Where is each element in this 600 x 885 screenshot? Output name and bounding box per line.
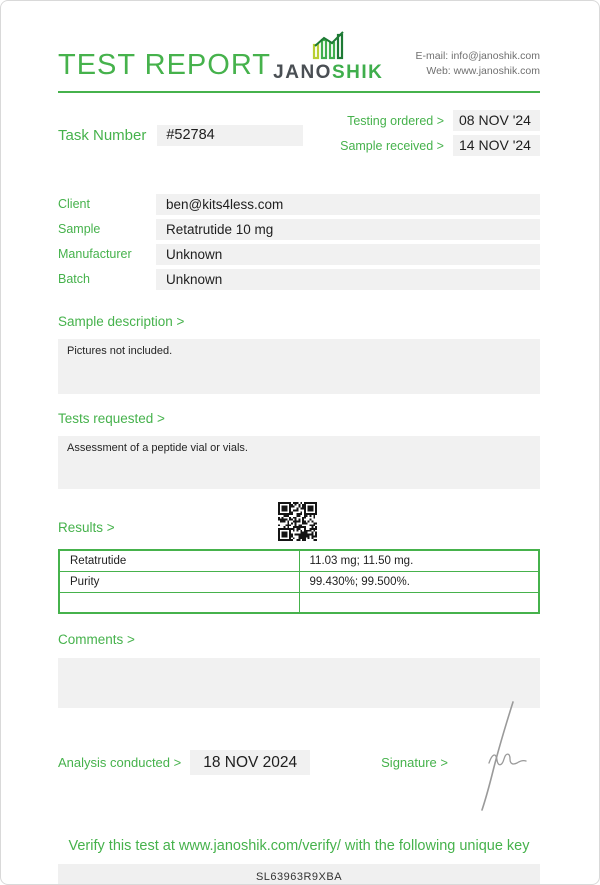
task-area xyxy=(58,110,540,160)
verify-instruction: Verify this test at www.janoshik.com/verify/ with the following unique key xyxy=(68,838,530,854)
logo-word-dark: JANO xyxy=(273,62,332,83)
detail-row-sample xyxy=(58,219,540,240)
logo-word-green: SHIK xyxy=(331,62,384,83)
signature-icon xyxy=(469,699,535,813)
comments-body xyxy=(58,658,540,708)
signature-label: Signature > xyxy=(381,755,448,770)
tests-requested-label: Tests requested > xyxy=(58,411,165,426)
logo-wordmark xyxy=(273,63,383,82)
testing-ordered-label: Testing ordered > xyxy=(347,113,444,128)
detail-row-manufacturer xyxy=(58,244,540,265)
sample-description-label: Sample description > xyxy=(58,314,185,329)
results-section xyxy=(58,497,540,614)
client-value: ben@kits4less.com xyxy=(156,194,540,215)
analysis-conducted-label: Analysis conducted > xyxy=(58,755,182,770)
result-value: 99.430%; 99.500%. xyxy=(299,571,539,592)
results-table xyxy=(58,549,540,614)
task-number-value: #52784 xyxy=(157,125,303,146)
manufacturer-value: Unknown xyxy=(156,244,540,265)
header-divider xyxy=(58,91,540,93)
batch-value: Unknown xyxy=(156,269,540,290)
sample-received-value: 14 NOV '24 xyxy=(453,135,540,156)
table-row xyxy=(59,571,539,592)
result-value: 11.03 mg; 11.50 mg. xyxy=(299,550,539,571)
detail-row-client xyxy=(58,194,540,215)
analysis-row xyxy=(58,750,540,775)
sample-label: Sample xyxy=(58,222,101,236)
table-row xyxy=(59,592,539,613)
batch-label: Batch xyxy=(58,272,90,286)
result-name xyxy=(59,592,299,613)
client-label: Client xyxy=(58,197,90,211)
analysis-date-value: 18 NOV 2024 xyxy=(190,750,310,775)
table-row xyxy=(59,550,539,571)
janoshik-logo xyxy=(273,31,383,82)
sample-received-row xyxy=(340,135,540,156)
sample-description-body: Pictures not included. xyxy=(58,339,540,394)
result-name: Retatrutide xyxy=(59,550,299,571)
result-value xyxy=(299,592,539,613)
task-number-label: Task Number xyxy=(58,126,147,144)
tests-requested-body: Assessment of a peptide vial or vials. xyxy=(58,436,540,489)
comments-label: Comments > xyxy=(58,632,135,647)
contact-info xyxy=(416,49,540,82)
header xyxy=(58,1,540,82)
growth-chart-icon xyxy=(273,31,383,61)
manufacturer-label: Manufacturer xyxy=(58,247,132,261)
testing-ordered-row xyxy=(340,110,540,131)
result-name: Purity xyxy=(59,571,299,592)
page-title: TEST REPORT xyxy=(58,49,271,81)
qr-code-icon xyxy=(278,502,317,541)
testing-ordered-value: 08 NOV '24 xyxy=(453,110,540,131)
contact-web: Web: www.janoshik.com xyxy=(426,65,540,77)
sample-description-section xyxy=(58,314,540,394)
verify-key-value: SL63963R9XBA xyxy=(58,864,540,885)
contact-email: E-mail: info@janoshik.com xyxy=(415,50,540,62)
comments-section xyxy=(58,632,540,708)
sample-details xyxy=(58,194,540,290)
sample-received-label: Sample received > xyxy=(340,138,444,153)
tests-requested-section xyxy=(58,411,540,489)
results-label: Results > xyxy=(58,520,115,535)
detail-row-batch xyxy=(58,269,540,290)
sample-value: Retatrutide 10 mg xyxy=(156,219,540,240)
